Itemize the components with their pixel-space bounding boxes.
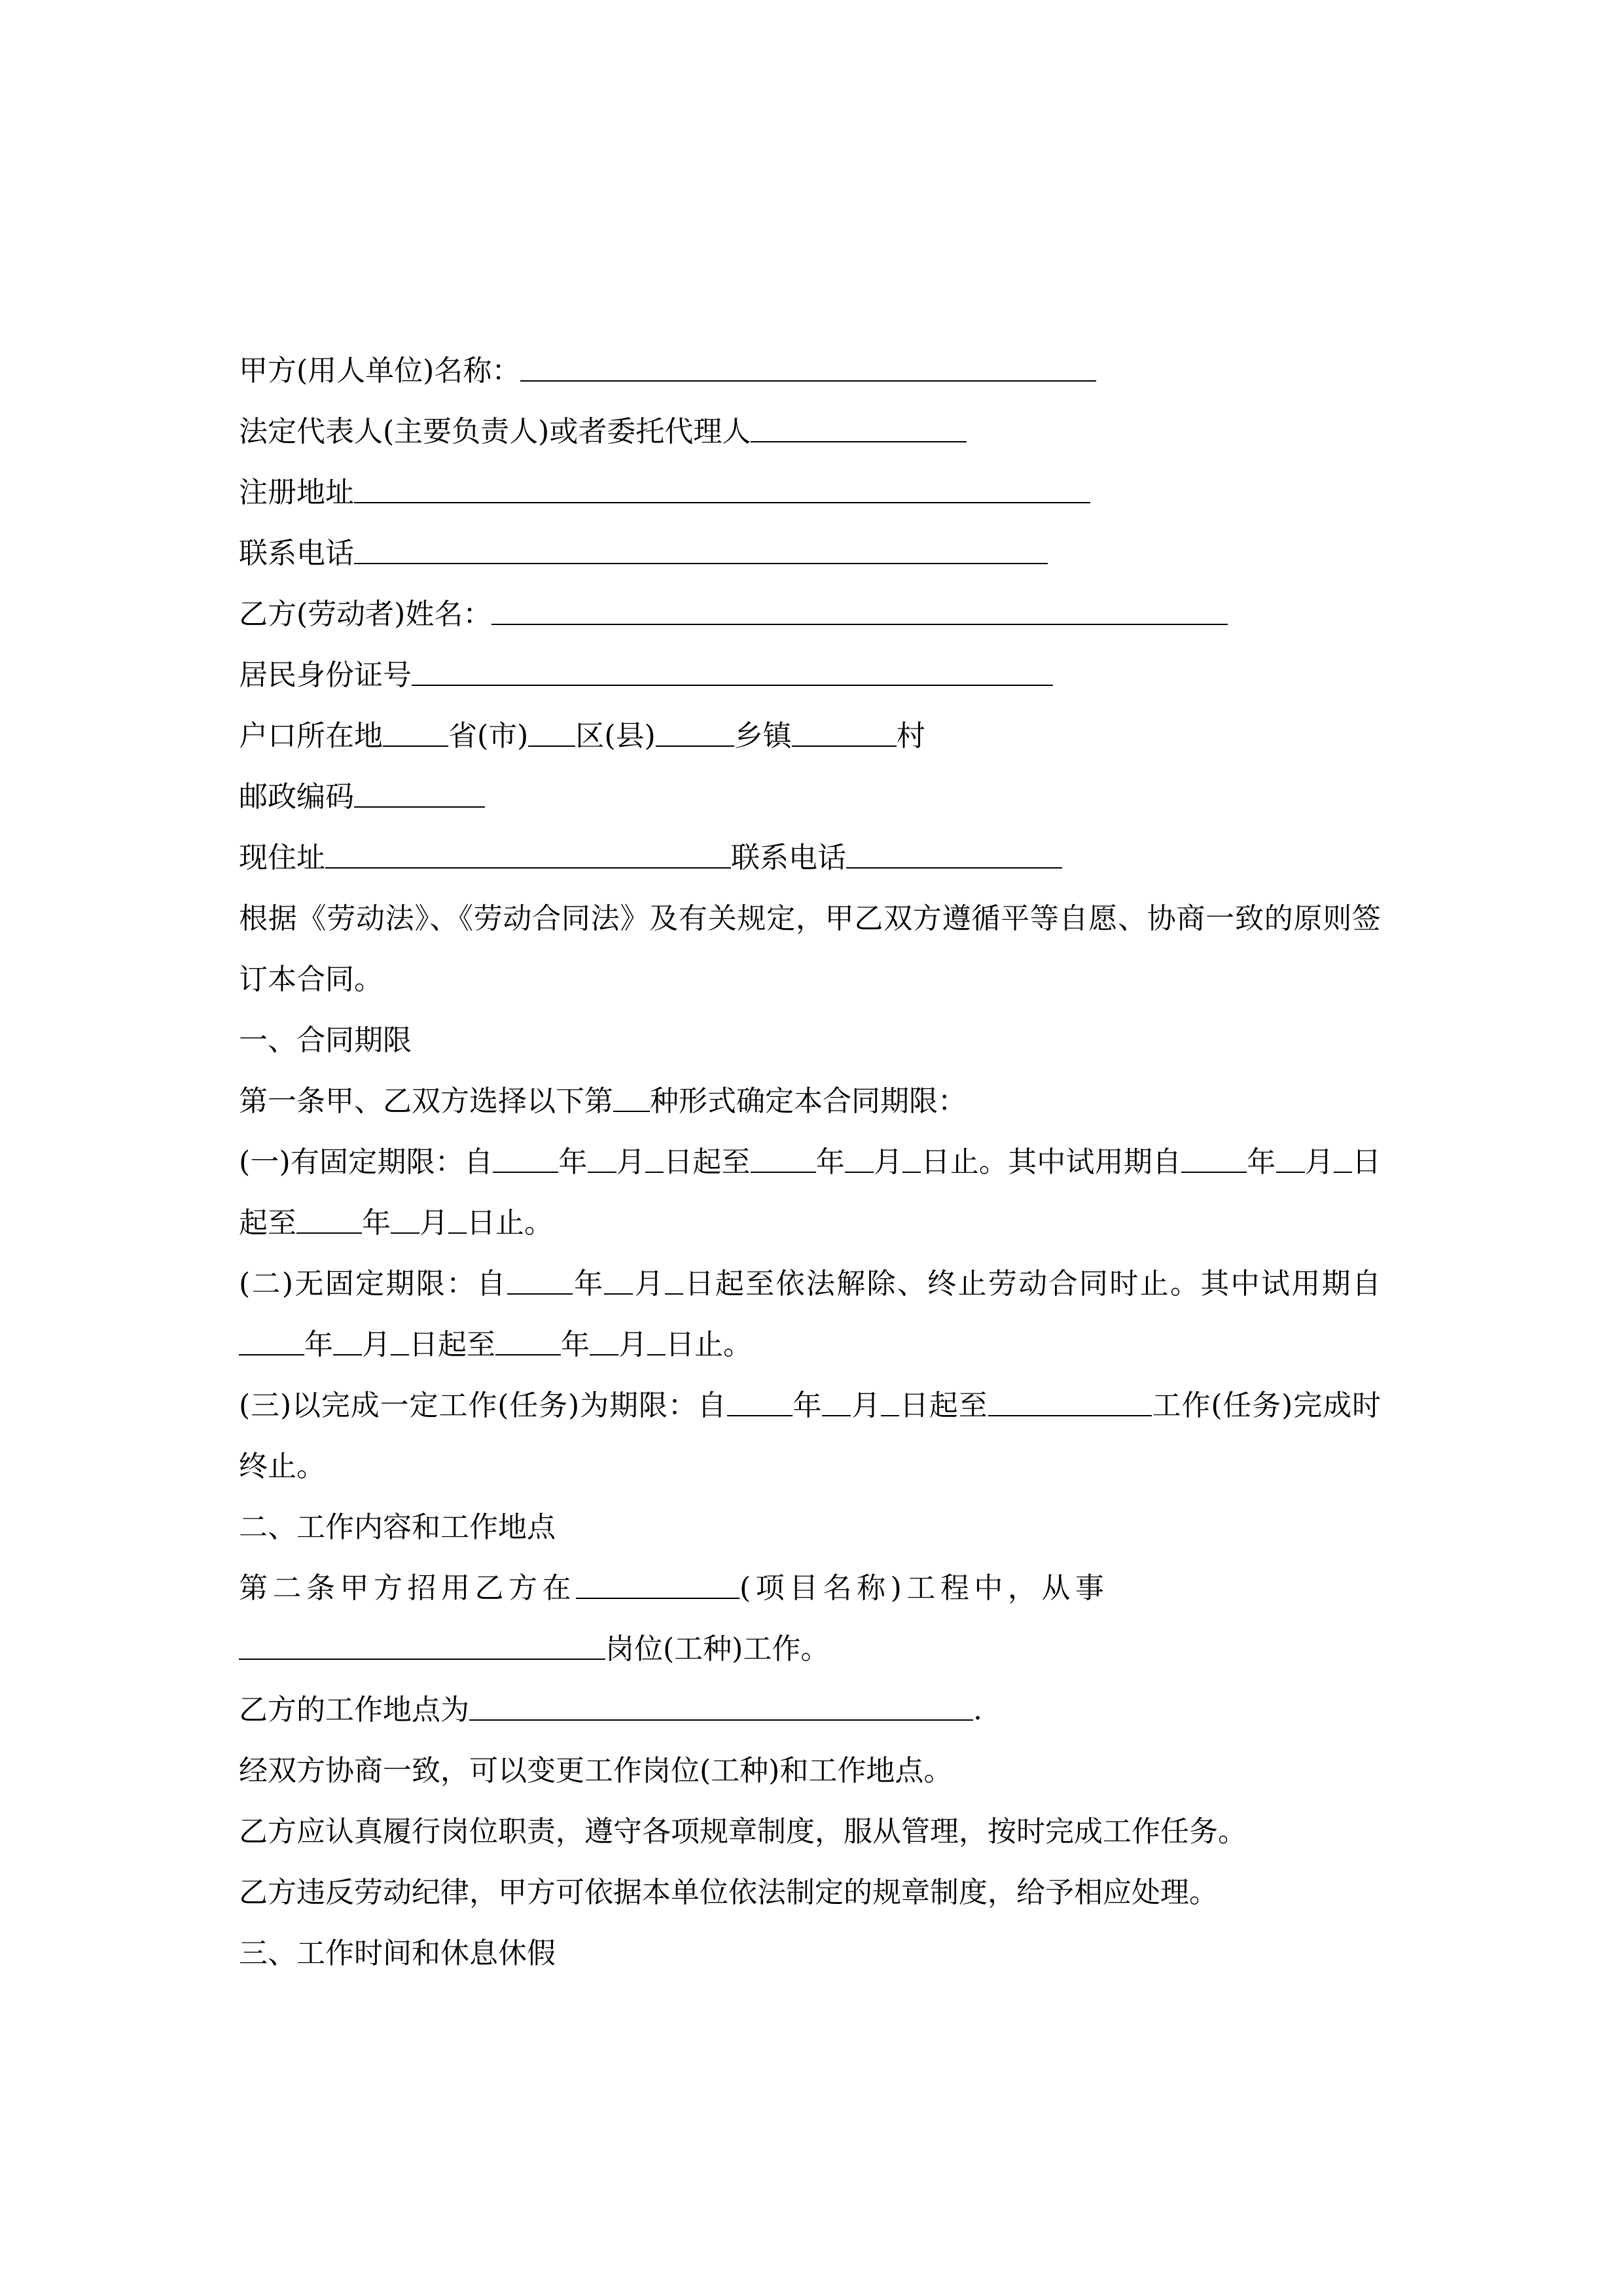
paragraph-term-item-2 xyxy=(239,1253,1381,1375)
blank-item1-probation-end-month[interactable] xyxy=(391,1210,419,1234)
blank-current-address-phone[interactable] xyxy=(846,845,1062,869)
unit-month: 月 xyxy=(633,1267,666,1300)
blank-item1-probation-start-year[interactable] xyxy=(1181,1149,1247,1173)
unit-year: 年 xyxy=(362,1206,391,1240)
term-item-3-lead: (三)以完成一定工作(任务)为期限：自 xyxy=(239,1389,727,1422)
article-two-lead: 第二条甲方招用乙方在 xyxy=(239,1571,576,1605)
term-item-1-tail: 日止。 xyxy=(467,1206,553,1240)
field-label: 邮政编码 xyxy=(239,780,354,814)
heading-section-one: 一、合同期限 xyxy=(239,1024,412,1057)
blank-item1-start-year[interactable] xyxy=(493,1149,558,1173)
blank-item2-probation-end-month[interactable] xyxy=(590,1332,618,1355)
unit-day-start: 日起至 xyxy=(239,1145,1382,1240)
blank-item2-probation-end-year[interactable] xyxy=(495,1332,561,1355)
field-contact-phone xyxy=(239,523,1381,584)
household-village-label: 村 xyxy=(896,719,925,753)
unit-day-start: 日起至 xyxy=(409,1328,495,1361)
unit-month: 月 xyxy=(851,1389,882,1422)
blank-item1-end-month[interactable] xyxy=(845,1149,874,1173)
blank-item1-probation-start-month[interactable] xyxy=(1276,1149,1305,1173)
blank-household-town[interactable] xyxy=(656,723,734,747)
blank-legal-representative[interactable] xyxy=(751,419,967,442)
blank-registered-address[interactable] xyxy=(354,480,1090,503)
field-label: 联系电话 xyxy=(239,537,354,570)
blank-project-name[interactable] xyxy=(576,1575,740,1599)
blank-item1-end-day[interactable] xyxy=(902,1149,921,1173)
document-body xyxy=(239,340,1381,1984)
blank-party-b-name[interactable] xyxy=(491,601,1228,625)
field-work-location xyxy=(239,1679,1381,1740)
blank-id-number[interactable] xyxy=(412,662,1053,686)
blank-item2-probation-end-day[interactable] xyxy=(647,1332,666,1355)
field-label: 现住址 xyxy=(239,841,325,874)
term-item-2-tail: 日止。 xyxy=(666,1328,752,1361)
blank-item2-probation-start-year[interactable] xyxy=(239,1332,304,1355)
article-one-lead: 第一条甲、乙双方选择以下第 xyxy=(239,1085,613,1118)
blank-party-a-name[interactable] xyxy=(520,358,1096,382)
unit-month: 月 xyxy=(618,1328,647,1361)
household-town-label: 乡镇 xyxy=(734,719,792,753)
paragraph-term-item-1 xyxy=(239,1132,1381,1253)
blank-job-position[interactable] xyxy=(239,1636,605,1660)
blank-item1-probation-start-day[interactable] xyxy=(1334,1149,1352,1173)
paragraph-mutual-change: 经双方协商一致，可以变更工作岗位(工种)和工作地点。 xyxy=(239,1754,953,1787)
unit-year: 年 xyxy=(1247,1145,1276,1179)
field-label: 乙方(劳动者)姓名： xyxy=(239,598,492,631)
blank-household-district[interactable] xyxy=(528,723,575,747)
unit-day-end: 日止。其中试用期自 xyxy=(921,1145,1182,1179)
blank-item2-start-day[interactable] xyxy=(665,1271,683,1295)
unit-year: 年 xyxy=(815,1145,845,1179)
blank-item1-start-day[interactable] xyxy=(645,1149,664,1173)
paragraph-term-item-3 xyxy=(239,1375,1381,1497)
article-two-middle: (项目名称)工程中，从事 xyxy=(740,1571,1109,1605)
article-one-tail: 种形式确定本合同期限： xyxy=(650,1085,967,1118)
paragraph-article-one xyxy=(239,1071,1381,1132)
blank-item1-end-year[interactable] xyxy=(751,1149,816,1173)
field-current-address xyxy=(239,827,1381,888)
term-item-3-tail: 工作(任务)完成时终止。 xyxy=(239,1389,1381,1483)
paragraph-discipline-statement: 乙方违反劳动纪律，甲方可依据本单位依法制定的规章制度，给予相应处理。 xyxy=(239,1876,1218,1909)
term-item-2-middle: 日起至依法解除、终止劳动合同时止。其中试用期自 xyxy=(683,1267,1382,1300)
blank-contact-phone[interactable] xyxy=(354,541,1048,564)
field-party-a-name xyxy=(239,340,1381,401)
heading-section-two: 二、工作内容和工作地点 xyxy=(239,1511,556,1544)
blank-current-address[interactable] xyxy=(325,845,731,869)
blank-item3-start-year[interactable] xyxy=(727,1393,793,1416)
blank-item3-start-month[interactable] xyxy=(822,1393,851,1416)
blank-household-village[interactable] xyxy=(792,723,897,747)
field-label: 甲方(用人单位)名称： xyxy=(239,354,521,387)
blank-item2-probation-start-month[interactable] xyxy=(333,1332,362,1355)
field-label: 乙方的工作地点为 xyxy=(239,1693,469,1727)
blank-item2-probation-start-day[interactable] xyxy=(391,1332,409,1355)
field-label: 户口所在地 xyxy=(239,719,383,753)
blank-item1-start-month[interactable] xyxy=(588,1149,616,1173)
blank-item3-start-day[interactable] xyxy=(881,1393,899,1416)
field-label: 注册地址 xyxy=(239,476,354,509)
paragraph-preamble: 根据《劳动法》、《劳动合同法》及有关规定，甲乙双方遵循平等自愿、协商一致的原则签订本合同。 xyxy=(239,902,1381,996)
blank-item2-start-year[interactable] xyxy=(507,1271,573,1295)
unit-year: 年 xyxy=(304,1328,333,1361)
paragraph-article-two xyxy=(239,1558,1381,1619)
unit-year: 年 xyxy=(572,1267,605,1300)
unit-month: 月 xyxy=(874,1145,903,1179)
unit-month: 月 xyxy=(616,1145,645,1179)
unit-year: 年 xyxy=(561,1328,590,1361)
field-id-number xyxy=(239,645,1381,706)
unit-month: 月 xyxy=(1304,1145,1334,1179)
field-postal-code xyxy=(239,766,1381,827)
field-label: 法定代表人(主要负责人)或者委托代理人 xyxy=(239,415,751,448)
field-label: 居民身份证号 xyxy=(239,658,412,692)
household-province-label: 省(市) xyxy=(448,719,529,753)
blank-item3-task[interactable] xyxy=(988,1393,1152,1416)
blank-work-location[interactable] xyxy=(469,1697,973,1721)
unit-day-start: 日起至 xyxy=(663,1145,751,1179)
term-item-1-lead: (一)有固定期限：自 xyxy=(239,1145,493,1179)
unit-month: 月 xyxy=(362,1328,391,1361)
blank-item2-start-month[interactable] xyxy=(604,1271,633,1295)
blank-article-one-form[interactable] xyxy=(613,1088,650,1112)
current-address-phone-label: 联系电话 xyxy=(731,841,846,874)
field-legal-representative xyxy=(239,401,1381,462)
blank-item1-probation-end-year[interactable] xyxy=(296,1210,362,1234)
blank-household-province[interactable] xyxy=(383,723,448,747)
unit-year: 年 xyxy=(792,1389,823,1422)
term-item-3-middle: 日起至 xyxy=(899,1389,988,1422)
field-registered-address xyxy=(239,462,1381,523)
blank-postal-code[interactable] xyxy=(354,784,485,808)
paragraph-duty-statement: 乙方应认真履行岗位职责，遵守各项规章制度，服从管理，按时完成工作任务。 xyxy=(239,1815,1247,1848)
heading-section-three: 三、工作时间和休息休假 xyxy=(239,1937,556,1970)
article-two-tail: 岗位(工种)工作。 xyxy=(605,1632,830,1666)
unit-month: 月 xyxy=(419,1206,448,1240)
term-item-2-lead: (二)无固定期限：自 xyxy=(239,1267,507,1300)
work-location-period: . xyxy=(973,1693,982,1727)
blank-item1-probation-end-day[interactable] xyxy=(448,1210,467,1234)
paragraph-article-two-cont xyxy=(239,1619,1381,1679)
field-party-b-name xyxy=(239,584,1381,645)
field-household-registration xyxy=(239,706,1381,766)
household-district-label: 区(县) xyxy=(575,719,656,753)
unit-year: 年 xyxy=(558,1145,588,1179)
